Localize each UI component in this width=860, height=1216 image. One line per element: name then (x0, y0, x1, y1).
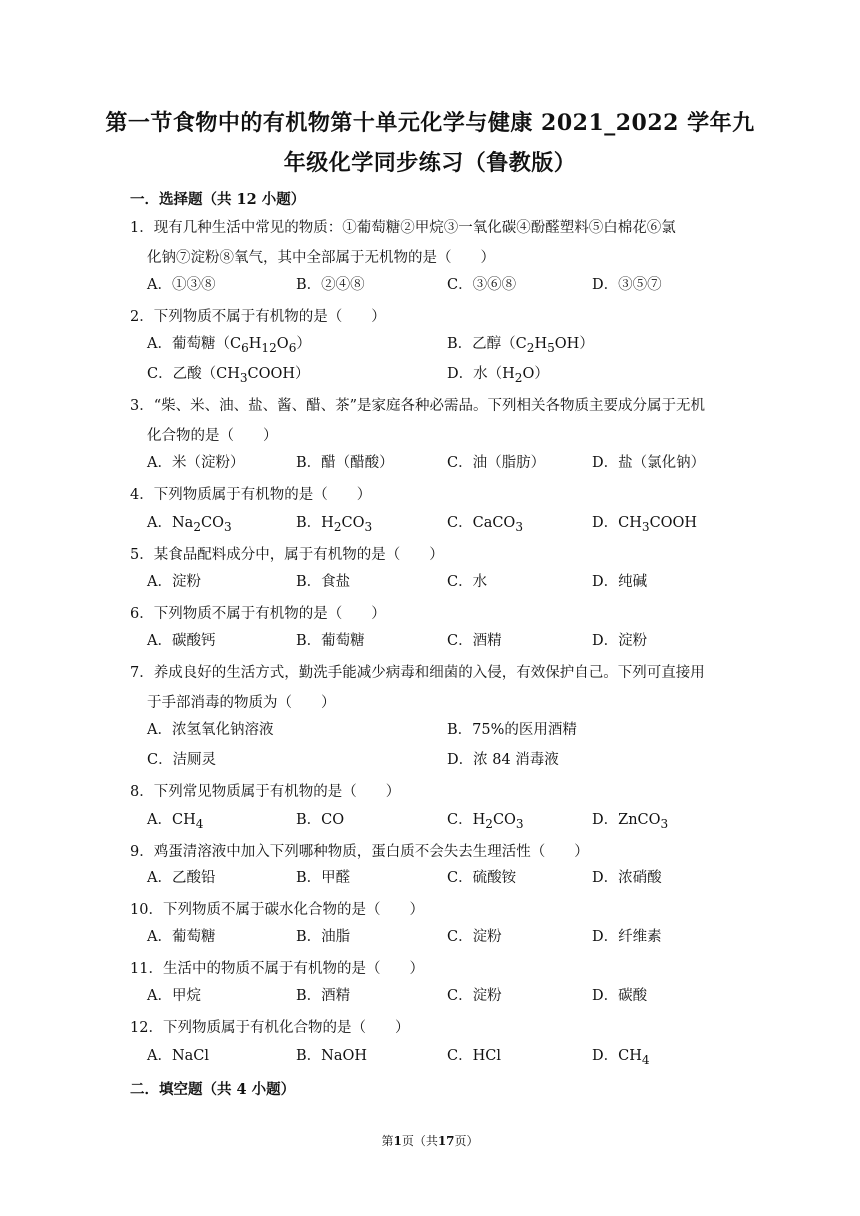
question-stem: 3．“柴、米、油、盐、酱、醋、茶”是家庭各种必需品。下列相关各物质主要成分属于无机 (130, 398, 706, 414)
option-d: D．ZnCO$_3$ (592, 812, 669, 831)
option-a: A．淀粉 (147, 574, 201, 590)
option-b: B．酒精 (296, 988, 351, 1004)
page-footer (0, 1132, 860, 1149)
option-b: B．食盐 (296, 574, 351, 590)
question-stem-continued: 于手部消毒的物质为（ ） (147, 695, 336, 711)
question-stem: 9．鸡蛋清溶液中加入下列哪种物质，蛋白质不会失去生理活性（ ） (130, 844, 589, 860)
question-stem: 5．某食品配料成分中，属于有机物的是（ ） (130, 547, 444, 563)
question-stem: 7．养成良好的生活方式，勤洗手能减少病毒和细菌的入侵，有效保护自己。下列可直接用 (130, 665, 705, 681)
question-4-options (147, 511, 747, 541)
option-c: C．CaCO$_3$ (447, 515, 524, 534)
question-stem: 2．下列物质不属于有机物的是（ ） (130, 309, 386, 325)
question-11 (130, 954, 740, 984)
option-d: D．纯碱 (592, 574, 648, 590)
question-7-options-row-2 (147, 748, 747, 778)
option-b: B．$H_2CO_3$ (296, 515, 373, 534)
option-c: C．水 (447, 574, 488, 590)
option-b: B．乙醇$(C_2H_5OH)$ (447, 336, 594, 355)
footer-suffix: 页） (454, 1134, 479, 1148)
option-c: C．洁厕灵 (147, 752, 217, 768)
option-c: C．淀粉 (447, 988, 502, 1004)
option-d: D．碳酸 (592, 988, 648, 1004)
question-stem: 1．现有几种生活中常见的物质：①葡萄糖②甲烷③一氧化碳④酚醛塑料⑤白棉花⑥氯 (130, 220, 676, 236)
option-a: A．$Na_2CO_3$ (147, 515, 232, 534)
question-9 (130, 837, 740, 867)
document-title-line-1: 第一节食物中的有机物第十单元化学与健康 2021_2022 学年九 (105, 110, 755, 136)
question-6 (130, 599, 740, 629)
question-2-options-row-2 (147, 362, 747, 392)
option-b: B．NaOH (296, 1048, 368, 1064)
option-b: B．葡萄糖 (296, 633, 365, 649)
question-9-options (147, 866, 747, 896)
option-a: A．甲烷 (147, 988, 201, 1004)
option-d: D．$CH_4$ (592, 1048, 650, 1067)
section-heading-fill-in: 二．填空题（共 4 小题） (130, 1081, 296, 1098)
question-3 (130, 391, 740, 451)
question-10 (130, 895, 740, 925)
option-c: C．硫酸铵 (447, 870, 517, 886)
question-11-options (147, 984, 747, 1014)
footer-prefix: 第 (381, 1134, 394, 1148)
option-b: B．75%的医用酒精 (447, 722, 577, 738)
question-stem-continued: 化钠⑦淀粉⑧氧气，其中全部属于无机物的是（ ） (147, 250, 495, 266)
option-b: B．甲醛 (296, 870, 351, 886)
option-a: A．米（淀粉） (147, 455, 245, 471)
question-12-options (147, 1044, 747, 1074)
option-d: D．浓 84 消毒液 (447, 752, 559, 768)
question-10-options (147, 925, 747, 955)
option-c: C．乙酸$(CH_3COOH)$ (147, 366, 310, 385)
option-d: D．③⑤⑦ (592, 277, 662, 293)
question-1 (130, 213, 740, 273)
question-stem-continued: 化合物的是（ ） (147, 428, 278, 444)
question-stem: 8．下列常见物质属于有机物的是（ ） (130, 784, 401, 800)
option-a: A．浓氢氧化钠溶液 (147, 722, 274, 738)
question-5 (130, 540, 740, 570)
option-c: C．酒精 (447, 633, 502, 649)
option-d: D．$CH_3COOH$ (592, 515, 698, 534)
option-b: B．CO (296, 812, 345, 828)
section-heading-choice: 一．选择题（共 12 小题） (130, 191, 306, 208)
question-stem: 6．下列物质不属于有机物的是（ ） (130, 606, 386, 622)
option-a: A．①③⑧ (147, 277, 216, 293)
question-3-options (147, 451, 747, 481)
option-a: A．NaCl (147, 1048, 210, 1064)
option-d: D．纤维素 (592, 929, 662, 945)
question-2-options-row-1 (147, 332, 747, 362)
option-d: D．水$(H_2O)$ (447, 366, 549, 385)
option-a: A．葡萄糖$(C_6H_{12}O_6)$ (147, 336, 311, 355)
question-stem: 10．下列物质不属于碳水化合物的是（ ） (130, 902, 424, 918)
question-1-options (147, 273, 747, 303)
option-d: D．淀粉 (592, 633, 648, 649)
option-a: A．$CH_4$ (147, 812, 204, 831)
footer-mid: 页（共 (401, 1134, 438, 1148)
question-6-options (147, 629, 747, 659)
question-5-options (147, 570, 747, 600)
option-b: B．油脂 (296, 929, 351, 945)
question-12 (130, 1013, 740, 1043)
option-a: A．葡萄糖 (147, 929, 216, 945)
question-7 (130, 658, 740, 718)
option-b: B．醋（醋酸） (296, 455, 394, 471)
option-c: C．$H_2CO_3$ (447, 812, 524, 831)
option-a: A．乙酸铅 (147, 870, 216, 886)
question-2 (130, 302, 740, 332)
option-c: C．③⑥⑧ (447, 277, 517, 293)
question-8 (130, 777, 740, 807)
option-a: A．碳酸钙 (147, 633, 216, 649)
option-d: D．盐（氯化钠） (592, 455, 706, 471)
current-page-number: 1 (393, 1134, 402, 1148)
option-d: D．浓硝酸 (592, 870, 662, 886)
option-b: B．②④⑧ (296, 277, 365, 293)
question-7-options-row-1 (147, 718, 747, 748)
question-stem: 4．下列物质属于有机物的是（ ） (130, 487, 372, 503)
question-stem: 11．生活中的物质不属于有机物的是（ ） (130, 961, 424, 977)
option-c: C．淀粉 (447, 929, 502, 945)
document-title-line-2: 年级化学同步练习（鲁教版） (283, 150, 577, 176)
option-c: C．油（脂肪） (447, 455, 546, 471)
option-c: C．HCl (447, 1048, 501, 1064)
question-8-options (147, 808, 747, 838)
question-4 (130, 480, 740, 510)
total-page-count: 17 (437, 1134, 455, 1148)
question-stem: 12．下列物质属于有机化合物的是（ ） (130, 1020, 410, 1036)
